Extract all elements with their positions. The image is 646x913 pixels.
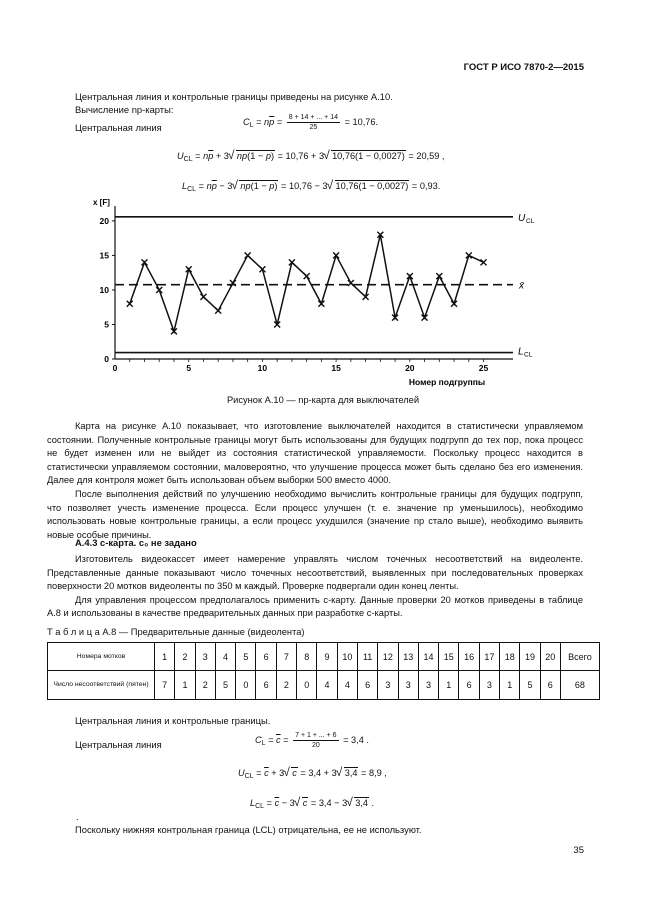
np-chart [85,196,555,391]
ucl-label-sub: CL [526,217,535,225]
c-lcl-formula: $L_{CL} = \overline{c} - 3$ √ $\overline{c} = 3,4 - 3$ √ 3,4 . [250,797,374,810]
lcl-label: L [518,346,524,358]
table-cell: 4 [215,643,235,671]
data-point [245,252,251,258]
c-ucl-formula: $U_{CL} = \overline{c} + 3$ √ $\overline{c} = 3,4 + 3$ √ 3,4 = 8,9 , [238,767,387,780]
c-intro: Центральная линия и контрольные границы. [75,715,271,726]
table-cell: 6 [357,671,377,700]
y-axis-label: x [F] [93,198,110,207]
row-header-counts: Число несоответствий (пятен) [48,671,155,700]
table-cell: 6 [256,643,276,671]
table-cell: 1 [500,671,520,700]
table-cell: 20 [540,643,560,671]
paragraph-block-2 [47,553,583,621]
table-cell: 0 [297,671,317,700]
np-lcl-formula: $L_{CL} = n\overline{p} - 3$ √ $n\overline{p}(1 - \overline{p}) = 10,76 - 3$ √ 10,76(1 − 0,0027) = 0,93. [182,180,440,193]
y-tick-label: 10 [99,284,109,295]
table-cell: 7 [276,643,296,671]
intro-line-2: Вычисление np-карты: [75,104,174,115]
data-table [47,642,600,700]
document-header: ГОСТ Р ИСО 7870-2—2015 [463,62,584,73]
paragraph-1: Карта на рисунке А.10 показывает, что изготовление выключателей находится в статистически управляемом состоянии. Полученные контрольные границы могут быть использованы для будущих подгрупп до тех пор, пока процесс не будет изменен или не выйдет из состояния статистической управляемости. Поскольку процесс находится в статистически управляемом состоянии, маловероятно, что улучшение процесса может быть сделано без его изменения. Далее для контроля может быть использован объем выборки 500 вместо 4000. [47,421,583,486]
table-cell: 2 [175,643,195,671]
table-cell: 10 [337,643,357,671]
table-cell: 12 [378,643,398,671]
table-cell: 5 [520,671,540,700]
table-cell: 13 [398,643,418,671]
table-cell: 18 [500,643,520,671]
x-tick-label: 10 [257,363,268,373]
y-tick-label: 0 [104,354,109,364]
page-number: 35 [573,845,584,856]
table-cell: 19 [520,643,540,671]
table-cell: 9 [317,643,337,671]
paragraph-block-1 [47,420,583,542]
table-row [48,643,600,671]
ucl-label: U [518,212,526,224]
paragraph-4: Для управления процессом предполагалось применить с-карту. Данные проверки 20 мотков приведены в таблице А.8 и использованы в качестве предварительных данных при разработке с-карты. [47,594,583,619]
x-tick-label: 0 [112,363,118,373]
total-value: 68 [560,671,599,700]
x-tick-label: 20 [405,363,415,373]
x-tick-label: 5 [186,363,192,373]
table-cell: 6 [459,671,479,700]
figure-caption: Рисунок А.10 — np-карта для выключателей [226,395,420,405]
table-cell: 2 [276,671,296,700]
intro-line-1: Центральная линия и контрольные границы приведены на рисунке А.10. [75,91,393,102]
data-point [348,280,354,286]
x-tick-label: 15 [331,363,341,373]
np-ucl-formula: $U_{CL} = n\overline{p} + 3$ √ $n\overline{p}(1 - \overline{p}) = 10,76 + 3$ √ 10,76(1 − 0,0027) = 20,59 , [177,150,444,163]
y-tick-label: 20 [99,215,109,226]
x-axis-label: Номер подгруппы [408,377,486,387]
table-row [48,671,600,700]
row-header-numbers: Номера мотков [48,643,155,671]
data-point [200,294,206,300]
section-heading: А.4.3 с-карта. с₀ не задано [75,537,197,548]
np-cl-formula: $C_L = n\overline{p}$ = $\frac{8 + 14 + ... + 14}{25}$ = 10,76. [243,114,379,131]
table-cell: 6 [540,671,560,700]
y-tick-label: 5 [104,319,109,330]
table-cell: 3 [479,671,499,700]
c-cl-label: Центральная линия [75,739,162,750]
table-cell: 3 [398,671,418,700]
final-line: Поскольку нижняя контрольная граница (LCL) отрицательна, ее не используют. [75,824,422,835]
table-cell: 17 [479,643,499,671]
table-cell: 4 [317,671,337,700]
table-cell: 7 [155,671,175,700]
paragraph-2: После выполнения действий по улучшению необходимо вычислить контрольные границы для будущих подгрупп, что позволяет учесть изменение процесса. Если процесс улучшен (т. е. значение np уменьшилось), необходимо использовать новые контрольные границы, а если процесс ухудшился (значение np стало выше), необходимо выявить новые особые причины. [47,488,583,540]
data-point [215,308,221,314]
table-cell: 14 [418,643,438,671]
c-cl-formula: $C_L = \overline{c}$ = $\frac{7 + 1 + ... + 6}{20}$ = 3,4 . [255,732,369,749]
np-cl-label: Центральная линия [75,122,162,133]
data-point [304,273,310,279]
x-tick-label: 25 [478,363,489,373]
table-caption: Т а б л и ц а А.8 — Предварительные данные (видеолента) [47,627,305,637]
paragraph-3: Изготовитель видеокассет имеет намерение управлять числом точечных несоответствий на видеоленте. Представленные данные показывают число точечных несоответствий, выявленных при последовательных проверках поверхности 20 мотков видеоленты по 350 м каждый. Проверке подвергали один конец ленты. [47,554,583,592]
table-cell: 15 [439,643,459,671]
table-cell: 3 [418,671,438,700]
cl-label: x̄ [519,280,524,292]
table-cell: 3 [195,643,215,671]
table-cell: 11 [357,643,377,671]
table-cell: 2 [195,671,215,700]
table-cell: 4 [337,671,357,700]
table-cell: 16 [459,643,479,671]
footnote-dot: . [76,811,79,822]
table-cell: 1 [175,671,195,700]
table-cell: 8 [297,643,317,671]
table-cell: 0 [236,671,256,700]
table-cell: 3 [378,671,398,700]
table-cell: 5 [215,671,235,700]
table-cell: 6 [256,671,276,700]
y-tick-label: 15 [99,250,109,261]
data-point [481,259,487,265]
table-cell: 1 [439,671,459,700]
table-cell: 1 [155,643,175,671]
total-header: Всего [560,643,599,671]
table-cell: 5 [236,643,256,671]
lcl-label-sub: CL [524,351,533,359]
series-line [130,235,484,332]
